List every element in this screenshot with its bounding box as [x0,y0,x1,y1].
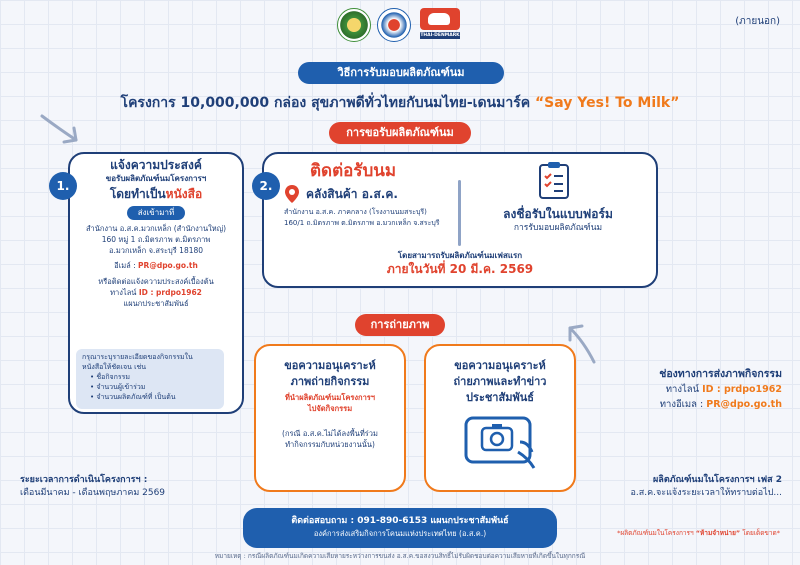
send-to-label: ส่งเข้ามาที่ [127,206,185,220]
photo-card2-title-2: ถ่ายภาพและทำข่าว [453,375,547,388]
phase2-block [570,474,782,500]
headline-highlight: “Say Yes! To Milk” [534,95,680,111]
photo-card1-title-2: ภาพถ่ายกิจกรรม [290,375,370,388]
form-subtitle: การรับมอบผลิตภัณฑ์นม [513,223,603,233]
warehouse-row [284,184,464,204]
email-value[interactable]: PR@dpo.go.th [138,261,198,270]
phase2-value: อ.ส.ค.จะแจ้งระยะเวลาให้ทราบต่อไป... [630,488,782,498]
detail-note-box [76,349,224,409]
line-dept: แผนกประชาสัมพันธ์ [123,299,189,308]
receive-section-label: การขอรับผลิตภัณฑ์นม [329,122,471,144]
step2-left [284,160,464,229]
detail-note-2: หนังสือให้ชัดเจน เช่น [82,363,147,371]
photo-card1-sub-2: ไปจัดกิจกรรม [307,404,353,413]
ministry-logo [337,8,371,42]
form-title: ลงชื่อรับในแบบฟอร์ม [503,207,613,221]
dpo-logo [377,8,411,42]
address-line-3: อ.มวกเหล็ก จ.สระบุรี 18180 [108,246,204,255]
headline [0,92,800,114]
photo-card-1 [254,344,406,492]
photo-card1-note-2: ทำกิจกรรมกับหน่วยงานนั้น) [285,440,375,449]
logo-text: THAI-DENMARK [420,33,460,38]
bullet-item: • จำนวนผู้เข้าร่วม [90,383,146,391]
page-title: วิธีการรับมอบผลิตภัณฑ์นม [298,62,504,84]
send-channels-title: ช่องทางการส่งภาพกิจกรรม [659,368,782,380]
footer-warning [617,528,780,538]
warning-highlight: “ห้ามจำหน่าย” [695,529,741,537]
send-line-prefix: ทางไลน์ [665,384,703,395]
step1-line [72,287,240,298]
period-block [20,474,240,500]
step1-title: แจ้งความประสงค์ [110,158,202,172]
photo-card1-title-1: ขอความอนุเคราะห์ [284,359,376,372]
location-line-1: สำนักงาน อ.ส.ค. ภาคกลาง (โรงงานนมสระบุรี) [284,208,427,216]
smartphone-camera-icon [460,412,540,472]
decorative-arrow-left [38,110,88,150]
line-id[interactable]: ID : prdpo1962 [138,288,202,297]
footer-remark: หมายเหตุ : กรณีผลิตภัณฑ์นมเกิดความเสียหายระหว่างการขนส่ง อ.ส.ค.ขอสงวนสิทธิ์ไม่รับผิดชอบต่อความเสียหายที่เกิดขึ้นในทุกกรณี [214,552,586,560]
line-note: หรือติดต่อแจ้งความประสงค์เบื้องต้น [98,277,214,286]
step1-method-prefix: โดยทำเป็น [109,187,166,201]
step1-subtitle: ขอรับผลิตภัณฑ์นมโครงการฯ [105,174,207,183]
step2-divider [458,180,461,246]
deadline-block [262,250,658,277]
step1-email [72,260,240,271]
email-prefix: อีเมล์ : [114,261,139,270]
period-value: เดือนมีนาคม - เดือนพฤษภาคม 2569 [20,488,166,498]
send-channels-email [582,397,782,412]
photo-card2-title-3: ประชาสัมพันธ์ [466,391,534,404]
bullet-item: • จำนวนผลิตภัณฑ์ที่ เป็นต้น [90,393,176,401]
warning-suffix: โดยเด็ดขาด* [740,529,780,537]
thai-denmark-logo [420,8,460,42]
photo-card-2 [424,344,576,492]
warning-prefix: *ผลิตภัณฑ์นมในโครงการฯ [617,529,696,537]
form-block [468,206,648,235]
clipboard-checklist-icon [536,160,572,200]
deadline-note: โดยสามารถรับผลิตภัณฑ์นมเฟสแรก [397,251,523,260]
photo-card1-sub-1: ที่นำผลิตภัณฑ์นมโครงการฯ [284,393,376,402]
period-title: ระยะเวลาการดำเนินโครงการฯ : [20,475,148,485]
step1-content [72,157,240,309]
step1-number: 1. [49,172,77,200]
contact-bar [243,508,557,548]
contact-line-1: ติดต่อสอบถาม : 091-890-6153 แผนกประชาสัมพันธ์ [291,516,509,526]
step1-method-highlight: หนังสือ [165,187,203,201]
photo-card2-title-1: ขอความอนุเคราะห์ [454,359,546,372]
photo-section-label: การถ่ายภาพ [355,314,445,336]
step1-method [72,185,240,203]
send-channels [582,366,782,412]
headline-main: โครงการ 10,000,000 กล่อง สุขภาพดีทั่วไทยกับนมไทย-เดนมาร์ค [120,95,535,111]
deadline: ภายในวันที่ 20 มี.ค. 2569 [386,262,534,276]
send-channels-line [582,382,782,397]
step2-title: ติดต่อรับนม [310,161,397,181]
location-line-2: 160/1 ถ.มิตรภาพ ต.มิตรภาพ อ.มวกเหล็ก จ.สระบุรี [284,219,440,227]
photo-card1-note-1: (กรณี อ.ส.ค.ไม่ได้ลงพื้นที่ร่วม [282,429,378,438]
send-email[interactable]: PR@dpo.go.th [706,399,782,410]
contact-line-2: องค์การส่งเสริมกิจการโคนมแห่งประเทศไทย (อ.ส.ค.) [313,529,487,538]
address-line-1: สำนักงาน อ.ส.ค.มวกเหล็ก (สำนักงานใหญ่) [85,224,227,233]
send-email-prefix: ทางอีเมล : [659,399,707,410]
line-prefix: ทางไลน์ [110,288,139,297]
send-line-id[interactable]: ID : prdpo1962 [702,384,782,395]
address-line-2: 160 หมู่ 1 ถ.มิตรภาพ ต.มิตรภาพ [101,235,211,244]
detail-note-1: กรุณาระบุรายละเอียดของกิจกรรมใน [82,353,193,361]
phase2-title: ผลิตภัณฑ์นมในโครงการฯ เฟส 2 [653,475,782,485]
corner-label: (ภายนอก) [735,16,780,27]
warehouse-name: คลังสินค้า อ.ส.ค. [306,186,398,201]
bullet-item: • ชื่อกิจกรรม [90,373,131,381]
step2-number: 2. [252,172,280,200]
location-pin-icon [284,184,300,204]
